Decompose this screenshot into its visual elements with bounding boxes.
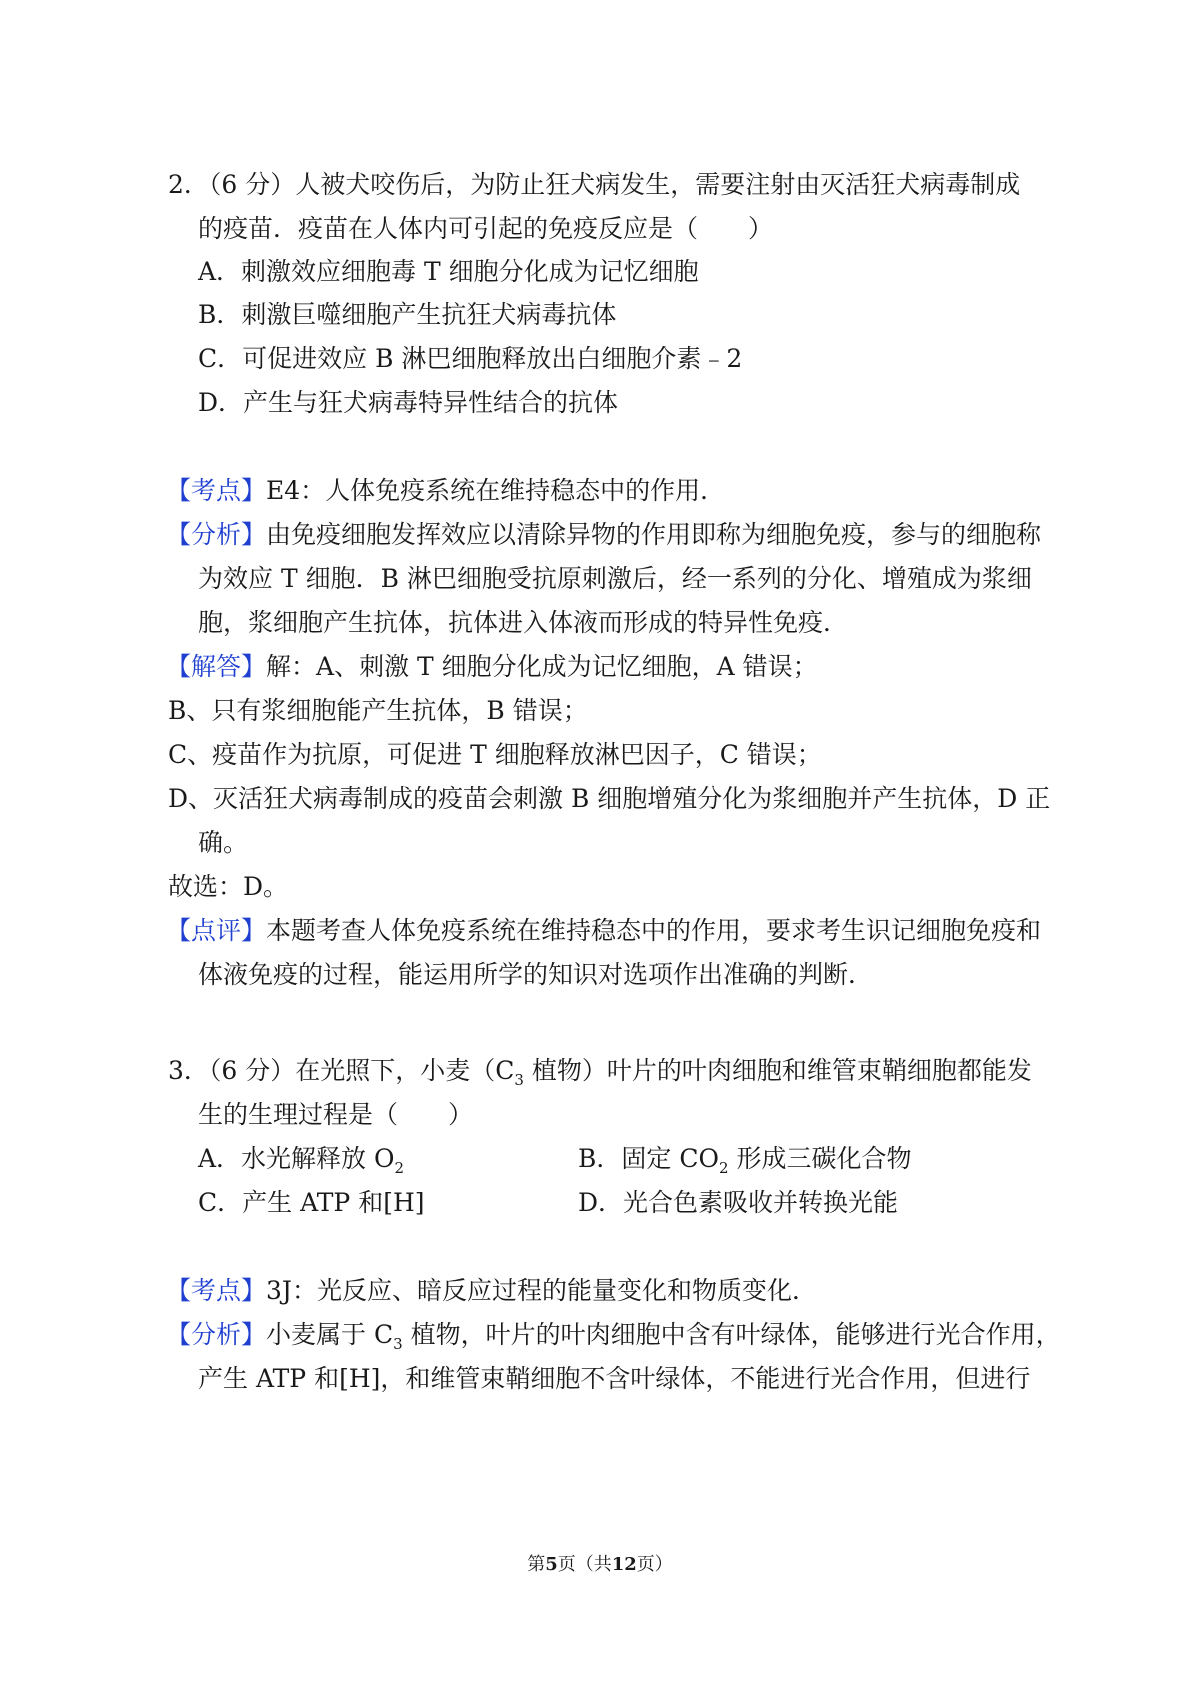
kaodian-tag: 【考点】 (166, 476, 267, 505)
q2-jieda-line3: C、疫苗作为抗原，可促进 T 细胞释放淋巴因子，C 错误； (168, 740, 822, 769)
q2-fenxi-line3: 胞，浆细胞产生抗体，抗体进入体液而形成的特异性免疫． (198, 608, 849, 637)
kaodian-text: E4：人体免疫系统在维持稳态中的作用． (266, 476, 726, 505)
q2-jieda-line2: B、只有浆细胞能产生抗体，B 错误； (168, 696, 588, 725)
q3-option-b-sub: 2 (718, 1159, 729, 1177)
q3-fenxi-tag: 【分析】 (166, 1320, 267, 1349)
q2-dianping-line1 (166, 914, 1041, 948)
footer-middle: 页（共 (557, 1554, 612, 1575)
q3-stem-line2: 生的生理过程是（ ） (198, 1100, 474, 1129)
q3-option-d: D．光合色素吸收并转换光能 (578, 1188, 899, 1217)
q2-option-a: A．刺激效应细胞毒 T 细胞分化成为记忆细胞 (198, 257, 699, 286)
q2-kaodian (166, 474, 725, 508)
footer-page-number: 5 (545, 1554, 558, 1575)
q3-fenxi-line1 (166, 1318, 1061, 1352)
q3-option-c: C．产生 ATP 和[H] (198, 1188, 425, 1217)
page-footer (0, 1553, 1200, 1577)
dianping-tag: 【点评】 (166, 916, 267, 945)
dianping-text: 本题考查人体免疫系统在维持稳态中的作用，要求考生识记细胞免疫和 (266, 916, 1042, 945)
q3-stem-sub: 3 (514, 1071, 524, 1089)
q2-jieda-line1 (166, 650, 818, 684)
q2-option-d: D．产生与狂犬病毒特异性结合的抗体 (198, 388, 619, 417)
q2-answer: 故选：D。 (168, 872, 289, 901)
fenxi-tag: 【分析】 (166, 520, 267, 549)
q2-option-c: C．可促进效应 B 淋巴细胞释放出白细胞介素﹣2 (198, 344, 743, 373)
q2-stem-line2: 的疫苗．疫苗在人体内可引起的免疫反应是（ ） (198, 214, 774, 243)
q3-kaodian-text: 3J：光反应、暗反应过程的能量变化和物质变化． (266, 1276, 817, 1305)
q3-option-a-sub: 2 (394, 1159, 405, 1177)
q3-kaodian-tag: 【考点】 (166, 1276, 267, 1305)
q3-fenxi-sub: 3 (393, 1335, 403, 1353)
footer-suffix: 页） (636, 1554, 673, 1575)
q3-stem-part2: 植物）叶片的叶肉细胞和维管束鞘细胞都能发 (523, 1056, 1032, 1085)
q2-fenxi-line1 (166, 518, 1041, 552)
q3-option-b-text2: 形成三碳化合物 (728, 1144, 912, 1173)
jieda-text: 解：A、刺激 T 细胞分化成为记忆细胞，A 错误； (266, 652, 818, 681)
q3-fenxi-part1: 小麦属于 C (266, 1320, 394, 1349)
q3-fenxi-line2: 产生 ATP 和[H]，和维管束鞘细胞不含叶绿体，不能进行光合作用，但进行 (198, 1364, 1031, 1393)
footer-total-pages: 12 (611, 1554, 637, 1575)
q3-option-b (578, 1142, 911, 1176)
q3-option-b-text: B．固定 CO (578, 1144, 719, 1173)
q2-stem-line1: 2．（6 分）人被犬咬伤后，为防止狂犬病发生，需要注射由灭活狂犬病毒制成 (168, 170, 1021, 199)
q3-stem-part1: 3．（6 分）在光照下，小麦（C (168, 1056, 515, 1085)
q3-kaodian (166, 1274, 817, 1308)
q3-option-a (198, 1142, 404, 1176)
q3-fenxi-part2: 植物，叶片的叶肉细胞中含有叶绿体，能够进行光合作用， (402, 1320, 1061, 1349)
q3-option-a-text: A．水光解释放 O (198, 1144, 395, 1173)
q3-stem-line1 (168, 1054, 1032, 1088)
q2-fenxi-line2: 为效应 T 细胞．B 淋巴细胞受抗原刺激后，经一系列的分化、增殖成为浆细 (198, 564, 1032, 593)
fenxi-text: 由免疫细胞发挥效应以清除异物的作用即称为细胞免疫，参与的细胞称 (266, 520, 1042, 549)
q2-option-b: B．刺激巨噬细胞产生抗狂犬病毒抗体 (198, 300, 617, 329)
jieda-tag: 【解答】 (166, 652, 267, 681)
q2-jieda-line4: D、灭活狂犬病毒制成的疫苗会刺激 B 细胞增殖分化为浆细胞并产生抗体，D 正 (168, 784, 1051, 813)
q2-dianping-line2: 体液免疫的过程，能运用所学的知识对选项作出准确的判断． (198, 960, 874, 989)
footer-prefix: 第 (527, 1554, 546, 1575)
q2-jieda-line5: 确。 (198, 828, 249, 857)
